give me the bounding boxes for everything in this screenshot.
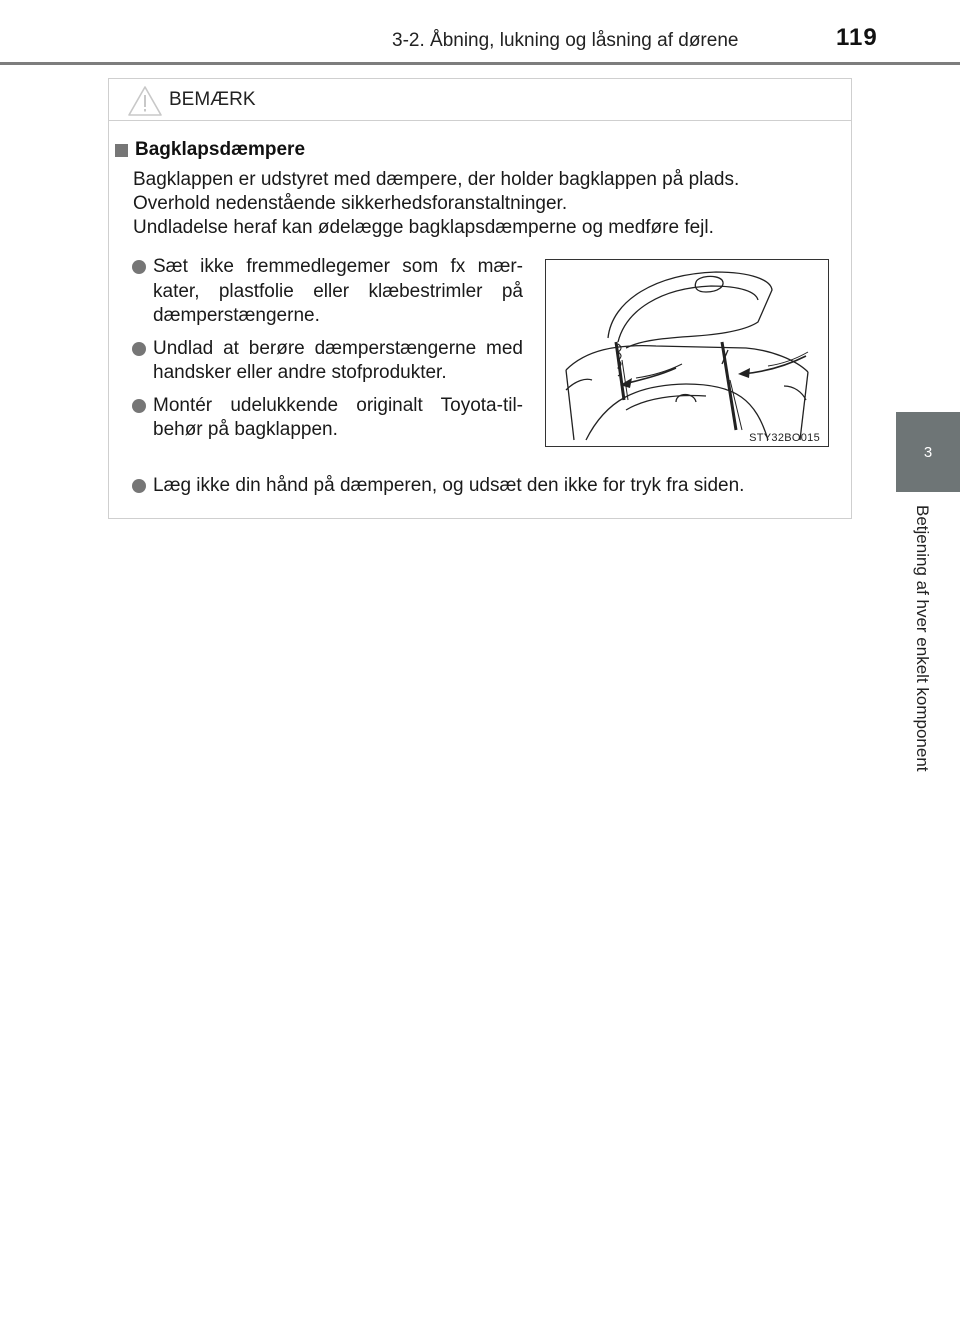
notice-box [108, 78, 852, 519]
intro-text [133, 168, 843, 240]
section-header-title: 3-2. Åbning, lukning og låsning af dørene [392, 30, 739, 51]
section-title-text: Bagklapsdæmpere [135, 139, 306, 160]
list-item: Læg ikke din hånd på dæmperen, og udsæt den ikke for tryk fra siden. [127, 474, 837, 498]
illustration-code: STY32BO015 [749, 432, 820, 444]
intro-line: Undladelse heraf kan ødelægge bagklapsdæmperne og medføre fejl. [133, 217, 714, 238]
header-divider [0, 62, 960, 65]
chapter-number: 3 [923, 443, 933, 461]
warning-triangle-icon [127, 85, 163, 117]
notice-header [109, 79, 851, 121]
chapter-side-title: Betjening af hver enkelt komponent [913, 505, 932, 772]
square-bullet-icon [115, 144, 128, 157]
notice-label: BEMÆRK [169, 89, 256, 110]
list-item: Montér udelukkende originalt Toyota-til-behør på bagklappen. [127, 394, 523, 443]
list-item: Undlad at berøre dæmperstængerne med handsker eller andre stofprodukter. [127, 337, 523, 386]
precaution-list [127, 255, 523, 451]
tailgate-drawing [546, 260, 828, 446]
section-title [115, 139, 305, 161]
intro-line: Bagklappen er udstyret med dæmpere, der holder bagklappen på plads. [133, 169, 740, 190]
page-number: 119 [836, 24, 878, 51]
list-item: Sæt ikke fremmedlegemer som fx mær-kater, plastfolie eller klæbestrimler på dæmperstængerne. [127, 255, 523, 329]
intro-line: Overhold nedenstående sikkerhedsforanstaltninger. [133, 193, 568, 214]
chapter-tab [896, 412, 960, 492]
tailgate-damper-illustration [545, 259, 829, 447]
